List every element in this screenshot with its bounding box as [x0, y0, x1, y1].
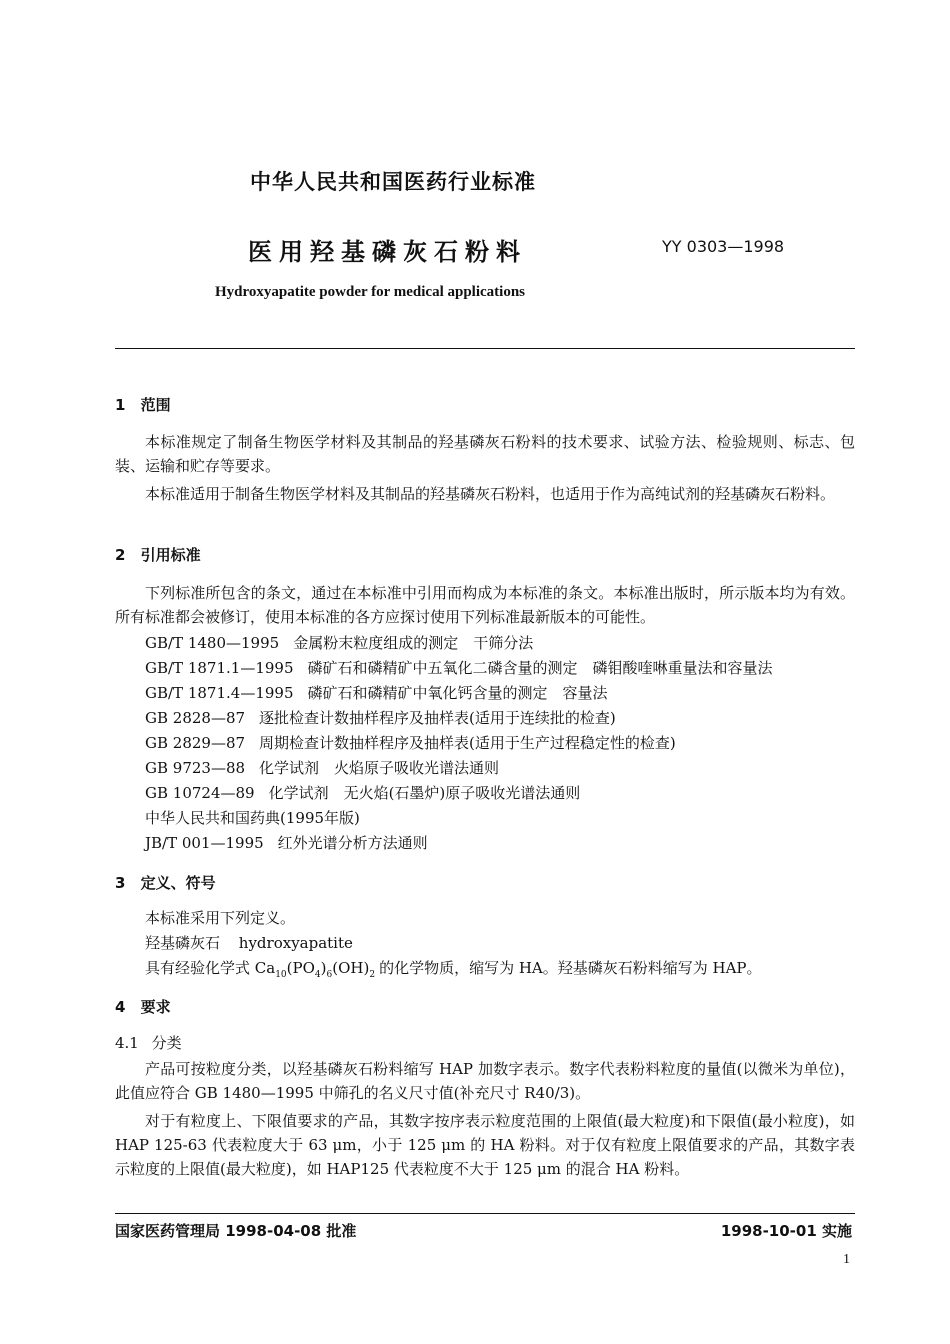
reference-code: GB 10724—89 — [145, 784, 255, 802]
subscript: 6 — [326, 970, 333, 980]
term-chinese: 羟基磷灰石 — [145, 934, 221, 952]
section-number: 1 — [115, 396, 126, 414]
section-1-paragraph: 本标准适用于制备生物医学材料及其制品的羟基磷灰石粉料，也适用于作为高纯试剂的羟基磷灰石粉料。 — [145, 485, 836, 503]
section-number: 3 — [115, 874, 126, 892]
reference-title: 周期检查计数抽样程序及抽样表(适用于生产过程稳定性的检查) — [259, 734, 676, 752]
reference-item — [145, 632, 533, 653]
section-1-paragraph: 本标准规定了制备生物医学材料及其制品的羟基磷灰石粉料的技术要求、试验方法、检验规则、标志、包装、运输和贮存等要求。 — [115, 433, 855, 475]
subsection-title: 分类 — [151, 1034, 182, 1052]
section-title: 引用标准 — [140, 546, 201, 564]
section-number: 2 — [115, 546, 126, 564]
reference-code: GB/T 1480—1995 — [145, 634, 280, 652]
subsection-4-1-heading — [115, 1031, 182, 1055]
approval-line: 国家医药管理局 1998-04-08 批准 — [115, 1222, 357, 1240]
reference-title: 化学试剂 火焰原子吸收光谱法通则 — [259, 759, 500, 777]
header-rule — [115, 348, 855, 349]
document-title: 医用羟基磷灰石粉料 — [248, 238, 527, 266]
reference-item — [145, 757, 499, 778]
footer-rule — [115, 1213, 855, 1214]
reference-code: 中华人民共和国药典(1995年版) — [145, 809, 360, 827]
reference-title: 磷矿石和磷精矿中五氧化二磷含量的测定 磷钼酸喹啉重量法和容量法 — [307, 659, 773, 677]
definition-text-part: 具有经验化学式 Ca — [145, 959, 276, 977]
reference-item — [145, 782, 580, 803]
definition-text-part: ) — [320, 959, 327, 977]
term-english: hydroxyapatite — [238, 934, 353, 952]
reference-title: 红外光谱分析方法通则 — [277, 834, 428, 852]
section-title: 范围 — [140, 396, 171, 414]
reference-code: JB/T 001—1995 — [145, 834, 264, 852]
reference-title: 磷矿石和磷精矿中氧化钙含量的测定 容量法 — [307, 684, 608, 702]
definition-text — [145, 956, 762, 987]
definition-text-part: (PO — [286, 959, 315, 977]
reference-item — [145, 807, 360, 828]
subsection-number: 4.1 — [115, 1034, 139, 1052]
page-number: 1 — [843, 1252, 850, 1267]
section-number: 4 — [115, 998, 126, 1016]
definition-term — [145, 931, 353, 955]
section-4-heading — [115, 996, 171, 1017]
reference-code: GB 9723—88 — [145, 759, 246, 777]
reference-title: 金属粉末粒度组成的测定 干筛分法 — [293, 634, 534, 652]
reference-title: 逐批检查计数抽样程序及抽样表(适用于连续批的检查) — [259, 709, 616, 727]
reference-item — [145, 832, 428, 853]
section-1-heading — [115, 394, 171, 415]
subscript: 4 — [314, 970, 321, 980]
standard-category: 中华人民共和国医药行业标准 — [250, 170, 536, 194]
reference-item — [145, 707, 616, 728]
section-2-intro: 下列标准所包含的条文，通过在本标准中引用而构成为本标准的条文。本标准出版时，所示版本均为有效。所有标准都会被修订，使用本标准的各方应探讨使用下列标准最新版本的可能性。 — [115, 584, 855, 626]
reference-title: 化学试剂 无火焰(石墨炉)原子吸收光谱法通则 — [268, 784, 581, 802]
reference-code: GB 2828—87 — [145, 709, 246, 727]
definition-text-part: (OH) — [332, 959, 370, 977]
subscript: 2 — [369, 970, 376, 980]
implementation-date: 1998-10-01 实施 — [720, 1222, 852, 1240]
section-4-paragraph: 产品可按粒度分类，以羟基磷灰石粉料缩写 HAP 加数字表示。数字代表粉料粒度的量值(以微米为单位)，此值应符合 GB 1480—1995 中筛孔的名义尺寸值(补充尺寸 R40/3)。 — [115, 1060, 855, 1102]
section-3-heading — [115, 872, 216, 893]
definition-intro: 本标准采用下列定义。 — [145, 909, 296, 927]
reference-code: GB/T 1871.1—1995 — [145, 659, 294, 677]
reference-item — [145, 682, 608, 703]
section-4-paragraph: 对于有粒度上、下限值要求的产品，其数字按序表示粒度范围的上限值(最大粒度)和下限值(最小粒度)，如 HAP 125-63 代表粒度大于 63 μm，小于 125 μm 的 HA 粉料。对于仅有粒度上限值要求的产品，其数字表示粒度的上限值(最大粒度)，如 HAP125 代表粒度不大于 125 μm 的混合 HA 粉料。 — [115, 1112, 855, 1178]
section-title: 要求 — [140, 998, 171, 1016]
english-subtitle: Hydroxyapatite powder for medical applications — [215, 284, 526, 300]
definition-text-part: 的化学物质，缩写为 HA。羟基磷灰石粉料缩写为 HAP。 — [379, 959, 762, 977]
section-2-heading — [115, 544, 201, 565]
section-title: 定义、符号 — [140, 874, 216, 892]
reference-item — [145, 732, 676, 753]
reference-item — [145, 657, 773, 678]
subscript: 10 — [275, 970, 287, 980]
standard-number: YY 0303—1998 — [662, 237, 785, 256]
reference-code: GB 2829—87 — [145, 734, 246, 752]
reference-code: GB/T 1871.4—1995 — [145, 684, 294, 702]
